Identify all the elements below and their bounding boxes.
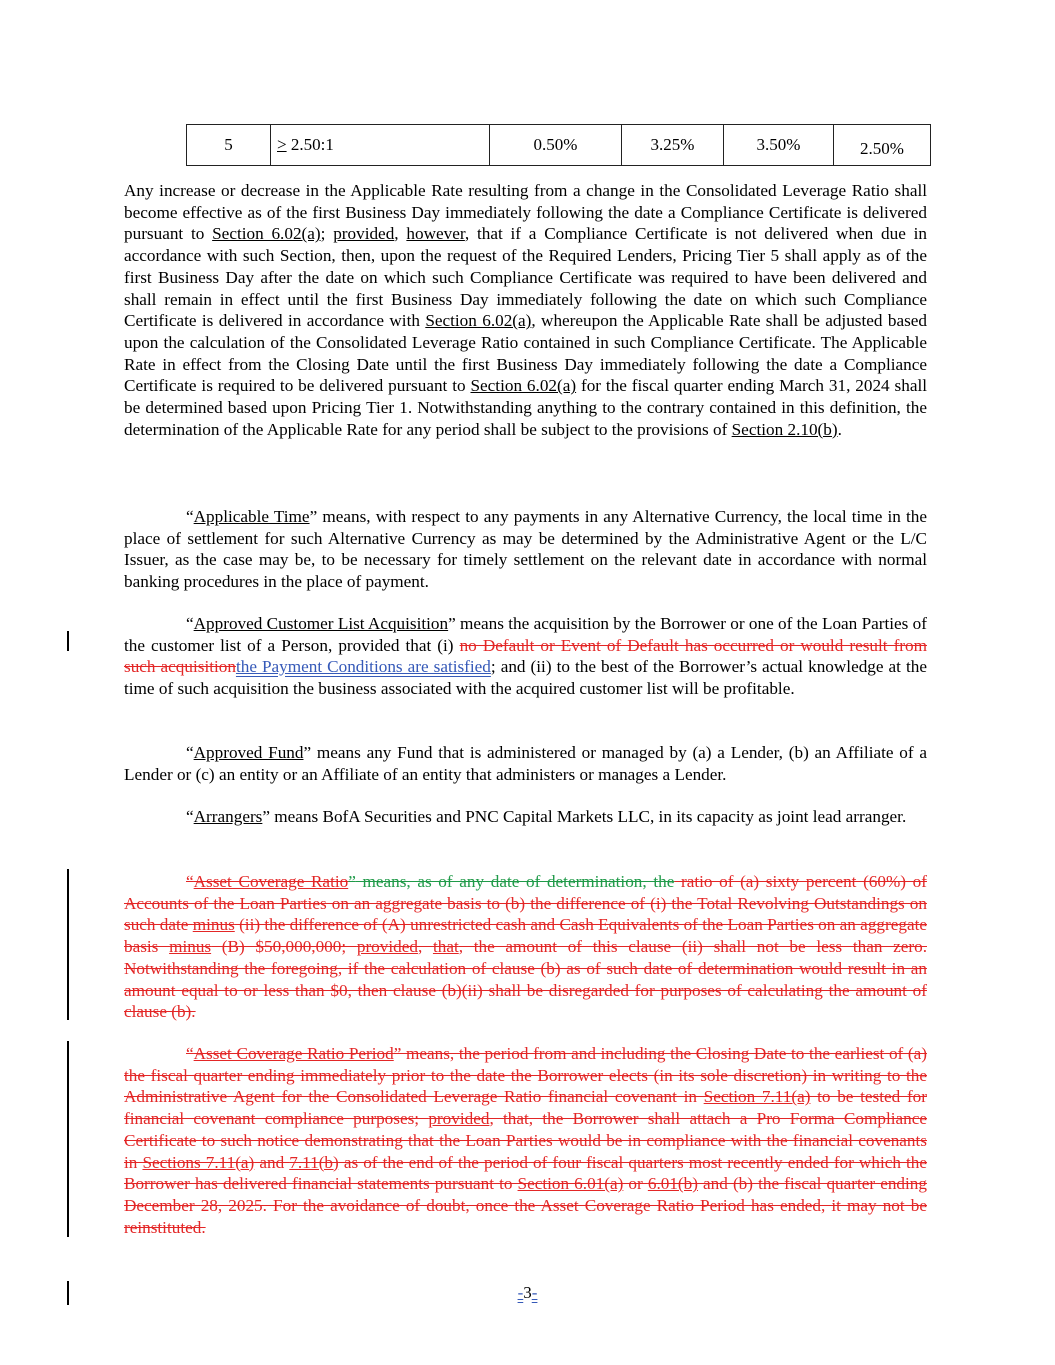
defined-term: Approved Fund — [193, 743, 304, 762]
leverage-cell — [271, 125, 490, 166]
change-bar — [67, 631, 69, 651]
section-reference: 6.01(b) — [647, 1174, 698, 1194]
section-reference: Section 2.10(b) — [731, 419, 838, 439]
moved-text: means, as of any date of determination, the — [355, 872, 675, 891]
definition-approved-fund: “Approved Fund” means any Fund that is administered or managed by (a) a Lender, (b) an Affiliate of a Lender or (c) an entity or an Affiliate of an entity that administers or manages a Lender. — [124, 743, 927, 784]
table-row — [187, 125, 931, 166]
tier-cell: 5 — [187, 125, 271, 166]
defined-term: Arrangers — [193, 807, 263, 826]
defined-term: Asset Coverage Ratio Period — [193, 1044, 394, 1063]
change-bar — [67, 1041, 69, 1237]
section-reference: Section 6.02(a) — [470, 376, 577, 396]
definition-asset-coverage-ratio: “Asset Coverage Ratio” means, as of any date of determination, the ratio of (a) sixty percent (60%) of Accounts of the Loan Parties on an aggregate basis to (b) the difference of (i) the Total Revolving Outstandings on such date minus (ii) the difference of (A) unrestricted cash and Cash Equivalents of the Loan Parties on an aggregate basis minus (B) $50,000,000; provided, that, the amount of this clause (ii) shall not be less than zero. Notwithstanding the foregoing, if the calculation of clause (b) as of such date of determination would result in an amount equal to or less than $0, then clause (b)(ii) shall be disregarded for purposes of calculating the amount of clause (b). — [124, 872, 927, 1022]
definition-arrangers: “Arrangers” means BofA Securities and PNC Capital Markets LLC, in its capacity as joint lead arranger. — [186, 807, 907, 826]
definition-approved-customer-list-acquisition: “Approved Customer List Acquisition” means the acquisition by the Borrower or one of the Loan Parties of the customer list of a Person, provided that (i) no Default or Event of Default has occurred or would result from such acquisitionthe Payment Conditions are satisfied; and (ii) to the best of the Borrower’s actual knowledge at the time of such acquisition the business associated with the acquired customer list will be profitable. — [124, 614, 927, 699]
inserted-text: the Payment Conditions are satisfied — [235, 657, 491, 677]
definition-asset-coverage-ratio-period: “Asset Coverage Ratio Period” means, the period from and including the Closing Date to the earliest of (a) the fiscal quarter ending immediately prior to the date the Borrower elects (in its sole discretion) in writing to the Administrative Agent for the Consolidated Leverage Ratio financial covenant in Section 7.11(a) to be tested for financial covenant compliance purposes; provided, that, the Borrower shall attach a Pro Forma Compliance Certificate to such notice demonstrating that the Loan Parties would be in compliance with the financial covenants in Sections 7.11(a) and 7.11(b) as of the end of the period of four fiscal quarters most recently ended for which the Borrower has delivered financial statements pursuant to Section 6.01(a) or 6.01(b) and (b) the fiscal quarter ending December 28, 2025. For the avoidance of doubt, once the Asset Coverage Ratio Period has ended, it may not be reinstituted. — [124, 1044, 928, 1237]
rate-cell-3: 3.50% — [724, 125, 834, 166]
defined-term: Asset Coverage Ratio — [193, 872, 349, 891]
section-reference: Section 6.02(a) — [425, 311, 532, 331]
leverage-value: 2.50:1 — [286, 135, 334, 154]
rate-cell-1: 0.50% — [490, 125, 622, 166]
definition-applicable-time: “Applicable Time” means, with respect to any payments in any Alternative Currency, the local time in the place of settlement for such Alternative Currency as may be determined by the Administrative Agent or the L/C Issuer, as the case may be, to be necessary for timely settlement on the relevant date in accordance with normal banking procedures in the place of payment. — [124, 507, 927, 592]
geq-symbol: > — [277, 135, 287, 154]
section-reference: 7.11(b) — [289, 1152, 339, 1172]
section-reference: Section 6.02(a) — [212, 224, 321, 244]
section-reference: Section 7.11(a) — [703, 1087, 811, 1107]
defined-term: Approved Customer List Acquisition — [193, 614, 449, 633]
deleted-text: no Default or Event of Default has occurred or would result from such acquisition — [124, 635, 927, 677]
pricing-tier-table — [186, 124, 931, 166]
applicable-rate-paragraph: Any increase or decrease in the Applicable Rate resulting from a change in the Consolidated Leverage Ratio shall become effective as of the first Business Day immediately following the date a Compliance Certificate is delivered pursuant to Section 6.02(a); provided, however, that if a Compliance Certificate is not delivered when due in accordance with such Section, then, upon the request of the Required Lenders, Pricing Tier 5 shall apply as of the first Business Day after the date on which such Compliance Certificate was required to have been delivered and shall remain in effect until the first Business Day immediately following the date on which such Compliance Certificate is delivered in accordance with Section 6.02(a), whereupon the Applicable Rate shall be adjusted based upon the calculation of the Consolidated Leverage Ratio contained in such Compliance Certificate. The Applicable Rate in effect from the Closing Date until the first Business Day immediately following the date a Compliance Certificate is required to be delivered pursuant to Section 6.02(a) for the fiscal quarter ending March 31, 2024 shall be determined based upon Pricing Tier 1. Notwithstanding anything to the contrary contained in this definition, the determination of the Applicable Rate for any period shall be subject to the provisions of Section 2.10(b). — [124, 181, 928, 439]
page-number: -3- — [517, 1283, 538, 1302]
defined-term: Applicable Time — [193, 507, 310, 526]
rate-cell-4: 2.50% — [834, 125, 931, 166]
rate-cell-2: 3.25% — [622, 125, 724, 166]
moved-text: ” — [348, 872, 356, 891]
section-reference: Sections 7.11(a) — [142, 1152, 255, 1172]
change-bar — [67, 869, 69, 1020]
section-reference: Section 6.01(a) — [517, 1174, 624, 1194]
